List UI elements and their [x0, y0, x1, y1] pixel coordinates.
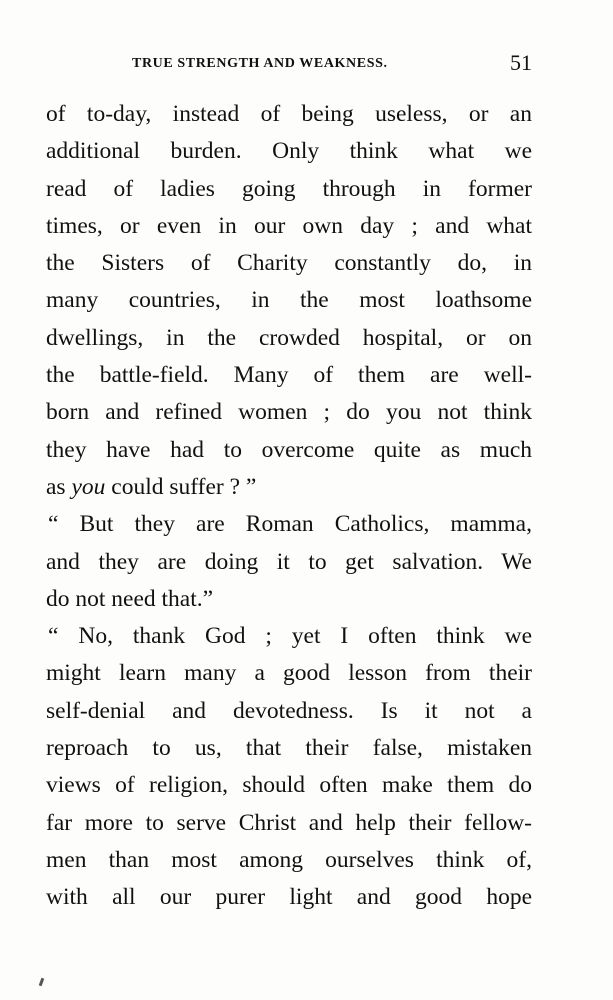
emphasized-word: you: [71, 473, 106, 500]
running-head: [46, 50, 532, 78]
text-line: the Sisters of Charity constantly do, in: [46, 250, 532, 277]
text-line: times, or even in our own day ; and what: [46, 212, 532, 239]
text-line: additional burden. Only think what we: [46, 138, 532, 165]
text-line: many countries, in the most loathsome: [46, 287, 532, 314]
text-line: and they are doing it to get salvation. We: [46, 548, 532, 575]
text-line: born and refined women ; do you not think: [46, 399, 532, 426]
text-fragment: as: [46, 473, 72, 500]
text-line: self-denial and devotedness. Is it not a: [46, 697, 532, 724]
text-line: the battle-field. Many of them are well-: [46, 362, 532, 389]
text-line: read of ladies going through in former: [46, 175, 532, 202]
text-line: far more to serve Christ and help their fellow-: [46, 809, 532, 836]
body-text: [46, 96, 532, 917]
text-line: [46, 469, 532, 506]
text-line: views of religion, should often make them do: [46, 772, 532, 799]
text-line: they have had to overcome quite as much: [46, 436, 532, 463]
text-line: “ No, thank God ; yet I often think we: [48, 623, 532, 650]
text-line: men than most among ourselves think of,: [46, 846, 532, 873]
text-line: of to-day, instead of being useless, or an: [46, 101, 532, 127]
text-line: do not need that.”: [46, 585, 214, 612]
page-number: 51: [510, 50, 532, 75]
text-line: reproach to us, that their false, mistaken: [46, 735, 532, 762]
text-line: dwellings, in the crowded hospital, or on: [46, 324, 532, 351]
text-line: “ But they are Roman Catholics, mamma,: [48, 511, 532, 538]
margin-mark: [39, 978, 45, 987]
text-fragment: could suffer ? ”: [105, 473, 257, 500]
text-line: might learn many a good lesson from their: [46, 660, 532, 687]
running-title: TRUE STRENGTH AND WEAKNESS.: [132, 56, 388, 71]
text-line: with all our purer light and good hope: [46, 884, 532, 911]
